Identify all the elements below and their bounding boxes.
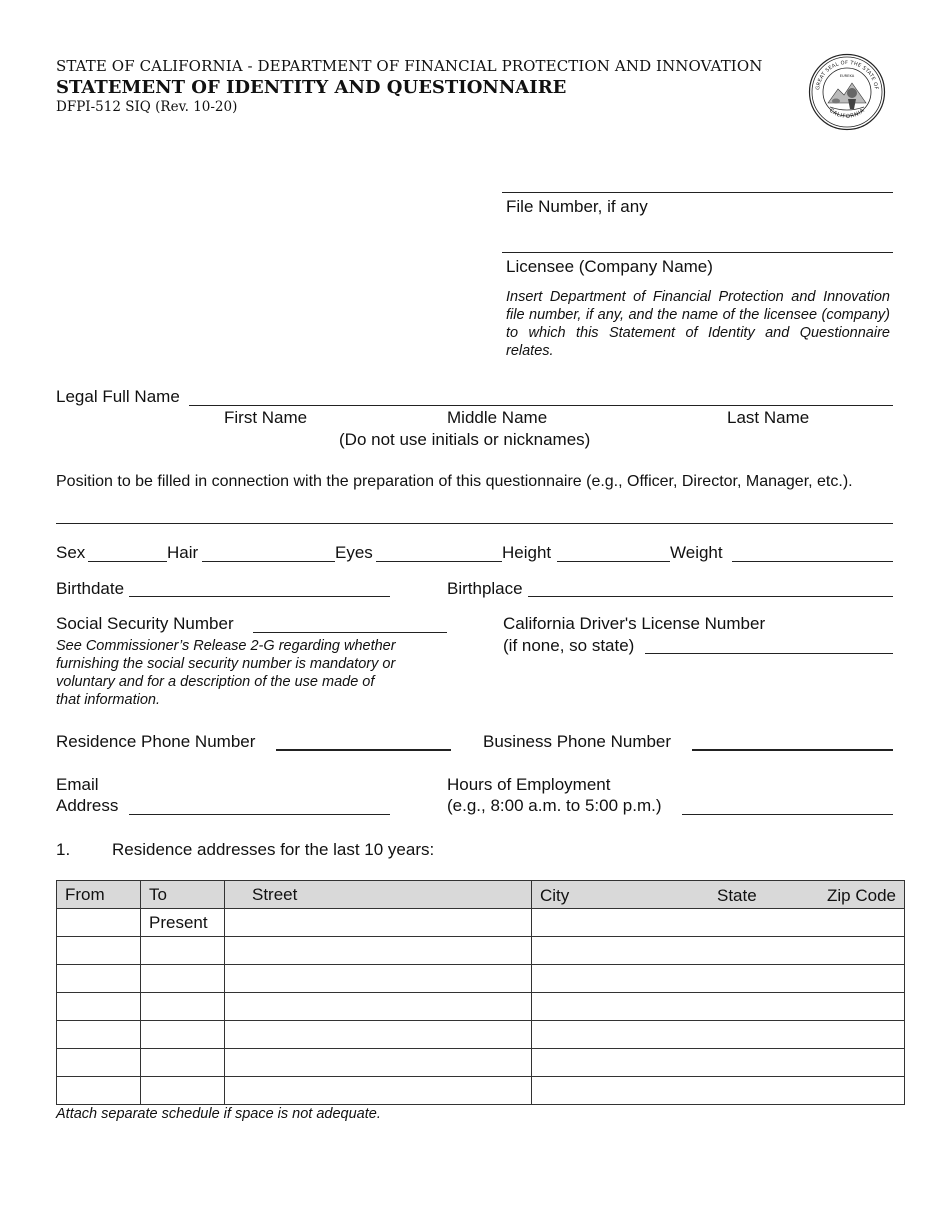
- legal-name-line[interactable]: [189, 405, 893, 406]
- email-field[interactable]: [129, 814, 390, 815]
- sex-field[interactable]: [88, 561, 167, 562]
- position-line[interactable]: [56, 523, 893, 524]
- hours-field[interactable]: [682, 814, 893, 815]
- col-zip: Zip Code: [827, 886, 896, 905]
- city-cell[interactable]: [532, 1077, 905, 1105]
- col-street: Street: [225, 881, 532, 909]
- birthplace-field[interactable]: [528, 596, 893, 597]
- to-cell[interactable]: [141, 1049, 225, 1077]
- col-to: To: [141, 881, 225, 909]
- city-cell[interactable]: [532, 965, 905, 993]
- table-footnote: Attach separate schedule if space is not adequate.: [56, 1106, 381, 1122]
- section1-title: Residence addresses for the last 10 years:: [112, 840, 435, 859]
- birthdate-label: Birthdate: [56, 579, 125, 598]
- licensee-label: Licensee (Company Name): [506, 257, 713, 276]
- street-cell[interactable]: [225, 965, 532, 993]
- height-field[interactable]: [557, 561, 670, 562]
- last-name-caption: Last Name: [727, 408, 810, 427]
- hours-label-line2: (e.g., 8:00 a.m. to 5:00 p.m.): [447, 796, 662, 815]
- street-cell[interactable]: [225, 1077, 532, 1105]
- hair-label: Hair: [167, 543, 199, 562]
- height-label: Height: [502, 543, 552, 562]
- eyes-label: Eyes: [335, 543, 373, 562]
- sex-label: Sex: [56, 543, 86, 562]
- col-state: State: [717, 886, 757, 905]
- section1-number: 1.: [56, 840, 71, 859]
- table-row: [57, 909, 905, 937]
- seal-top-text: GREAT SEAL OF THE STATE OF: [815, 59, 879, 91]
- street-cell[interactable]: [225, 1021, 532, 1049]
- street-cell[interactable]: [225, 909, 532, 937]
- svg-text:CALIFORNIA: [828, 108, 866, 120]
- name-note: (Do not use initials or nicknames): [339, 430, 591, 449]
- city-cell[interactable]: [532, 1021, 905, 1049]
- eyes-field[interactable]: [376, 561, 502, 562]
- license-label: California Driver's License Number: [503, 614, 766, 633]
- weight-label: Weight: [670, 543, 723, 562]
- seal-motto: EUREKA: [839, 74, 855, 78]
- email-label-line2: Address: [56, 796, 119, 815]
- ssn-field[interactable]: [253, 632, 447, 633]
- birthplace-label: Birthplace: [447, 579, 523, 598]
- col-city-state-zip: [532, 881, 905, 909]
- city-cell[interactable]: [532, 1049, 905, 1077]
- to-cell[interactable]: [141, 937, 225, 965]
- to-cell-present: Present: [141, 909, 225, 937]
- first-name-caption: First Name: [224, 408, 308, 427]
- form-id: DFPI-512 SIQ (Rev. 10-20): [56, 99, 238, 115]
- city-cell[interactable]: [532, 937, 905, 965]
- table-row: [57, 965, 905, 993]
- to-cell[interactable]: [141, 1021, 225, 1049]
- col-city: City: [540, 886, 570, 905]
- business-phone-field[interactable]: [692, 749, 893, 751]
- state-seal-icon: [808, 53, 886, 131]
- seal-bottom-text: CALIFORNIA: [827, 107, 867, 120]
- street-cell[interactable]: [225, 1049, 532, 1077]
- from-cell[interactable]: [57, 1077, 141, 1105]
- table-row: [57, 937, 905, 965]
- from-cell[interactable]: [57, 937, 141, 965]
- city-cell[interactable]: [532, 993, 905, 1021]
- from-cell[interactable]: [57, 909, 141, 937]
- table-row: [57, 1077, 905, 1105]
- to-cell[interactable]: [141, 993, 225, 1021]
- from-cell[interactable]: [57, 965, 141, 993]
- agency-name: STATE OF CALIFORNIA - DEPARTMENT OF FINANCIAL PROTECTION AND INNOVATION: [56, 57, 763, 75]
- table-row: [57, 993, 905, 1021]
- street-cell[interactable]: [225, 993, 532, 1021]
- from-cell[interactable]: [57, 993, 141, 1021]
- birthdate-field[interactable]: [129, 596, 390, 597]
- residence-phone-field[interactable]: [276, 749, 451, 751]
- from-cell[interactable]: [57, 1021, 141, 1049]
- from-cell[interactable]: [57, 1049, 141, 1077]
- hours-label-line1: Hours of Employment: [447, 775, 611, 794]
- license-field[interactable]: [645, 653, 893, 654]
- business-phone-label: Business Phone Number: [483, 732, 672, 751]
- legal-name-label: Legal Full Name: [56, 387, 180, 406]
- hair-field[interactable]: [202, 561, 335, 562]
- license-sub-label: (if none, so state): [503, 636, 635, 655]
- city-cell[interactable]: [532, 909, 905, 937]
- position-label: Position to be filled in connection with the preparation of this questionnaire (e.g., Officer, Director, Manager, etc.).: [56, 473, 853, 490]
- to-cell[interactable]: [141, 965, 225, 993]
- table-row: [57, 1049, 905, 1077]
- weight-field[interactable]: [732, 561, 893, 562]
- email-label-line1: Email: [56, 775, 99, 794]
- licensee-line[interactable]: [502, 252, 893, 253]
- ssn-label: Social Security Number: [56, 614, 234, 633]
- table-header-row: [57, 881, 905, 909]
- middle-name-caption: Middle Name: [447, 408, 548, 427]
- street-cell[interactable]: [225, 937, 532, 965]
- table-row: [57, 1021, 905, 1049]
- file-number-line[interactable]: [502, 192, 893, 193]
- licensee-instructions: Insert Department of Financial Protection and Innovation file number, if any, and the name of the licensee (company) to which this Statement of Identity and Questionnaire relates.: [506, 289, 890, 359]
- ssn-note: See Commissioner’s Release 2-G regarding whether furnishing the social security number is mandatory or voluntary and for a description of the use made of that information.: [56, 638, 396, 708]
- col-from: From: [57, 881, 141, 909]
- residence-phone-label: Residence Phone Number: [56, 732, 256, 751]
- form-title: STATEMENT OF IDENTITY AND QUESTIONNAIRE: [56, 77, 567, 98]
- file-number-label: File Number, if any: [506, 197, 648, 216]
- to-cell[interactable]: [141, 1077, 225, 1105]
- residence-address-table: [56, 880, 905, 1105]
